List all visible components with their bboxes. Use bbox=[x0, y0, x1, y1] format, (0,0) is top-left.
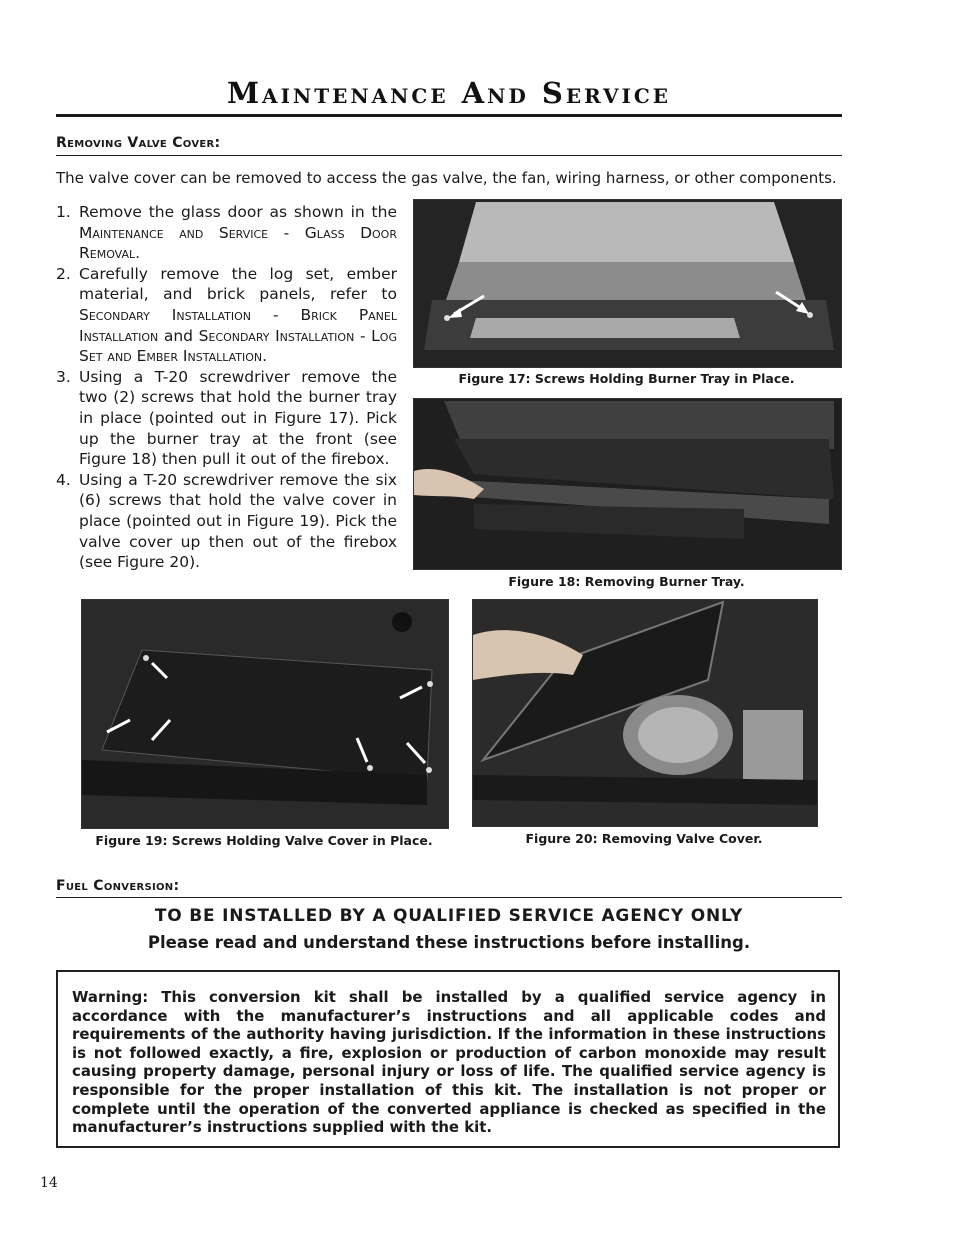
step-tail: . bbox=[262, 347, 268, 366]
section-heading-fuel-conversion: Fuel Conversion: bbox=[56, 878, 180, 894]
figure-20-photo bbox=[472, 599, 818, 827]
step-text: Using a T-20 screwdriver remove the two (2) screws that hold the burner tray in place (pointed out in Figure 17). Pick up the burner tray at the front (see Figure 18) then pull it out of the firebox. bbox=[79, 367, 397, 469]
figure-18-photo bbox=[413, 398, 842, 570]
figure-20-caption: Figure 20: Removing Valve Cover. bbox=[525, 831, 763, 846]
step-number: 4. bbox=[56, 470, 71, 489]
figure-17-photo bbox=[413, 199, 842, 368]
step-number: 3. bbox=[56, 367, 71, 386]
title-divider bbox=[56, 114, 842, 117]
step-reference: Maintenance and Service - Glass Door Removal bbox=[79, 223, 397, 263]
page-title: Maintenance And Service bbox=[226, 76, 672, 110]
step-number: 1. bbox=[56, 203, 71, 221]
section-divider bbox=[56, 155, 842, 156]
step-number: 2. bbox=[56, 264, 71, 283]
figure-17-caption: Figure 17: Screws Holding Burner Tray in Place. bbox=[458, 371, 795, 386]
list-item bbox=[56, 367, 397, 470]
step-text: Using a T-20 screwdriver remove the six (6) screws that hold the valve cover in place (pointed out in Figure 19). Pick the valve cover up then out of the firebox (see Figure 20). bbox=[79, 470, 397, 572]
section-heading-valve-cover: Removing Valve Cover: bbox=[56, 135, 221, 151]
step-conjunction: and bbox=[163, 326, 194, 345]
figure-19-photo bbox=[81, 599, 449, 829]
read-instructions-notice: Please read and understand these instructions before installing. bbox=[147, 933, 751, 952]
agency-notice: TO BE INSTALLED BY A QUALIFIED SERVICE AGENCY ONLY bbox=[154, 906, 744, 926]
page-number: 14 bbox=[40, 1175, 58, 1191]
section-divider bbox=[56, 897, 842, 898]
list-item bbox=[56, 264, 397, 367]
steps-list bbox=[56, 202, 397, 573]
step-reference: Secondary Installation - Log Set and Ember Installation bbox=[79, 326, 397, 366]
step-tail: . bbox=[135, 244, 141, 263]
step-reference: Secondary Installation - Brick Panel Installation bbox=[79, 305, 397, 345]
list-item bbox=[56, 202, 397, 264]
figure-18-caption: Figure 18: Removing Burner Tray. bbox=[508, 574, 745, 589]
step-text: Remove the glass door as shown in the bbox=[79, 203, 397, 221]
list-item bbox=[56, 470, 397, 573]
step-text: Carefully remove the log set, ember material, and brick panels, refer to bbox=[79, 264, 397, 304]
figure-19-caption: Figure 19: Screws Holding Valve Cover in Place. bbox=[95, 833, 433, 848]
warning-text: Warning: This conversion kit shall be installed by a qualified service agency in accordance with the manufacturer’s instructions and all applicable codes and requirements of the authority having jurisdiction. If the information in these instructions is not followed exactly, a fire, explosion or production of carbon monoxide may result causing property damage, personal injury or loss of life. The qualified service agency is responsible for the proper installation of this kit. The installation is not proper or complete until the operation of the converted appliance is checked as specified in the manufacturer’s instructions supplied with the kit. bbox=[72, 988, 826, 1137]
intro-paragraph: The valve cover can be removed to access the gas valve, the fan, wiring harness, or other components. bbox=[56, 169, 837, 187]
warning-box bbox=[56, 970, 840, 1148]
